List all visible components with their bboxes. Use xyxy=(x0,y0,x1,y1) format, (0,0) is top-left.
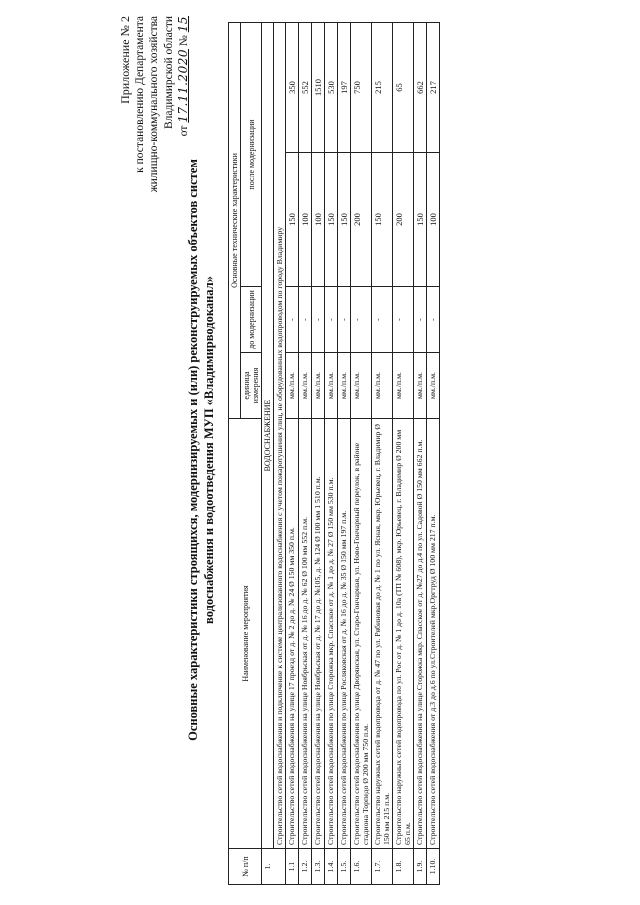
table-row xyxy=(299,23,312,885)
row-num: 1.7. xyxy=(372,849,393,885)
row-size: 150 xyxy=(414,153,427,287)
section-description: Строительство сетей водоснабжения и подключение к системе централизованного водоснабжения с учетом пожаротушения улиц, не оборудованных водопроводом по городу Владимиру xyxy=(274,23,286,849)
row-after: 215 xyxy=(372,23,393,153)
row-unit: мм./п.м. xyxy=(312,353,325,419)
row-num: 1.1 xyxy=(286,849,299,885)
row-before: - xyxy=(325,287,338,353)
row-after: 350 xyxy=(286,23,299,153)
header-after: после модернизации xyxy=(241,23,262,287)
row-unit: мм./п.м. xyxy=(427,353,440,419)
row-before: - xyxy=(414,287,427,353)
row-unit: мм./п.м. xyxy=(414,353,427,419)
row-size: 150 xyxy=(372,153,393,287)
appendix-number: Приложение № 2 xyxy=(118,16,132,104)
row-before: - xyxy=(372,287,393,353)
appendix-line-4: Владимирской области xyxy=(162,16,175,130)
table-row xyxy=(286,23,299,885)
table-row xyxy=(338,23,351,885)
row-before: - xyxy=(393,287,414,353)
header-row xyxy=(229,23,241,885)
row-size: 100 xyxy=(299,153,312,287)
table-body xyxy=(286,23,440,885)
row-name: Строительство сетей водоснабжения от д.3 до д.6 по ул.Строителей мкр.Оргтруд Ø 100 мм 217 п.м. xyxy=(427,419,440,849)
row-num: 1.6. xyxy=(351,849,372,885)
table-row xyxy=(393,23,414,885)
row-name: Строительство наружных сетей водопровода от д. № 47 по ул. Рябиновая до д. № 1 по ул. Ясная, мкр. Юрьевец, г. Владимир Ø 150 мм 215 п.м. xyxy=(372,419,393,849)
appendix-header xyxy=(118,16,192,192)
row-before: - xyxy=(312,287,325,353)
row-size: 200 xyxy=(351,153,372,287)
title-line-2: водоснабжения и водоотведения МУП «Владимирводоканал» xyxy=(202,276,216,624)
row-unit: мм./п.м. xyxy=(393,353,414,419)
row-size: 150 xyxy=(325,153,338,287)
row-unit: мм./п.м. xyxy=(299,353,312,419)
row-before: - xyxy=(338,287,351,353)
section-title: ВОДОСНАБЖЕНИЕ xyxy=(262,23,274,849)
header-characteristics: Основные технические характеристики xyxy=(229,23,241,419)
table-row xyxy=(372,23,393,885)
document-title xyxy=(185,35,217,865)
appendix-line-2: к постановлению Департамента xyxy=(133,16,146,173)
row-after: 552 xyxy=(299,23,312,153)
row-name: Строительство сетей водоснабжения по улице Сторожка мкр. Спасское от д. № 1 до д. № 27 Ø 150 мм 530 п.м. xyxy=(325,419,338,849)
section-num: 1. xyxy=(262,849,286,885)
row-name: Строительство сетей водоснабжения на улице Ноябрьская от д. № 17 до д. №105, д. № 124 Ø 100 мм 1 510 п.м. xyxy=(312,419,325,849)
date-prefix: от xyxy=(178,125,190,137)
row-after: 530 xyxy=(325,23,338,153)
row-before: - xyxy=(427,287,440,353)
table-row xyxy=(427,23,440,885)
row-after: 65 xyxy=(393,23,414,153)
table-row xyxy=(351,23,372,885)
appendix-line-3: жилищно-коммунального хозяйства xyxy=(148,16,160,193)
table-row xyxy=(312,23,325,885)
handwritten-date: 17.11.2020 xyxy=(176,49,190,123)
table-row xyxy=(325,23,338,885)
section-row xyxy=(262,23,274,885)
table-row xyxy=(414,23,427,885)
row-name: Строительство сетей водоснабжения по улице Дворянская, ул. Старо-Гончарная, ул. Ново-Гончарный переулок, в районе стадиона Торпедо Ø 200 мм 750 п.м. xyxy=(351,419,372,849)
row-size: 100 xyxy=(312,153,325,287)
row-name: Строительство наружных сетей водопровода по ул. Рос от д. № 1 до д. 10а (ТП № 608), мкр. Юрьевец, г. Владимир Ø 200 мм 65 п.м. xyxy=(393,419,414,849)
row-num: 1.3. xyxy=(312,849,325,885)
number-prefix: № xyxy=(178,35,190,47)
row-unit: мм./п.м. xyxy=(325,353,338,419)
row-num: 1.5. xyxy=(338,849,351,885)
row-num: 1.4. xyxy=(325,849,338,885)
row-before: - xyxy=(286,287,299,353)
header-unit: единица измерения xyxy=(241,353,262,419)
row-size: 150 xyxy=(286,153,299,287)
row-after: 662 xyxy=(414,23,427,153)
header-name: Наименование мероприятия xyxy=(229,419,262,849)
handwritten-number: 15 xyxy=(176,16,190,33)
row-name: Строительство сетей водоснабжения на улице Сторожка мкр. Спасское от д. №27 до д.4 по ул. Садовой Ø 150 мм 662 п.м. xyxy=(414,419,427,849)
row-num: 1.2. xyxy=(299,849,312,885)
row-unit: мм./п.м. xyxy=(351,353,372,419)
section-desc-row xyxy=(274,23,286,885)
row-unit: мм./п.м. xyxy=(286,353,299,419)
row-unit: мм./п.м. xyxy=(338,353,351,419)
row-name: Строительство сетей водоснабжения по улице Росляковская от д. № 16 до д. № 35 Ø 150 мм 197 п.м. xyxy=(338,419,351,849)
row-before: - xyxy=(299,287,312,353)
header-num: № п/п xyxy=(229,849,262,885)
row-num: 1.9. xyxy=(414,849,427,885)
row-after: 750 xyxy=(351,23,372,153)
row-before: - xyxy=(351,287,372,353)
row-num: 1.8. xyxy=(393,849,414,885)
row-size: 150 xyxy=(338,153,351,287)
row-size: 200 xyxy=(393,153,414,287)
characteristics-table xyxy=(228,22,440,885)
row-num: 1.10. xyxy=(427,849,440,885)
row-size: 100 xyxy=(427,153,440,287)
row-name: Строительство сетей водоснабжения на улице Ноябрьская от д. № 16 до д. № 62 Ø 100 мм 552 п.м. xyxy=(299,419,312,849)
row-name: Строительство сетей водоснабжения на улице 17 проезд от д. № 2 до д. № 24 Ø 150 мм 350 п.м. xyxy=(286,419,299,849)
row-after: 1510 xyxy=(312,23,325,153)
row-after: 217 xyxy=(427,23,440,153)
header-before: до модернизации xyxy=(241,287,262,353)
row-unit: мм./п.м. xyxy=(372,353,393,419)
title-line-1: Основные характеристики строящихся, модернизируемых и (или) реконструируемых объектов систем xyxy=(186,159,200,741)
row-after: 197 xyxy=(338,23,351,153)
